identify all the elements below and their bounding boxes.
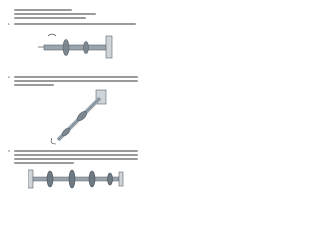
problem-2-text [14, 84, 54, 86]
shaft [33, 177, 119, 181]
gear [63, 40, 69, 56]
torque-arrow-icon [51, 138, 56, 144]
gear [47, 171, 53, 187]
wall-support [119, 172, 123, 186]
intro-line [14, 9, 72, 11]
wall-support [28, 170, 33, 188]
torque-arrow-icon [48, 34, 56, 36]
intro-line [14, 13, 96, 15]
problem-3-number: 3. [8, 149, 11, 153]
problem-2-text [14, 80, 138, 82]
gear [108, 173, 113, 185]
wall-support [106, 36, 112, 58]
problem-2-number: 2. [8, 75, 11, 79]
problem-1-number: 1. [8, 22, 11, 26]
shaft [44, 45, 106, 50]
intro-line [14, 17, 86, 19]
gear [61, 127, 72, 138]
problem-3-text [14, 162, 74, 164]
problem-2-figure [44, 88, 114, 148]
problem-1-figure [36, 27, 126, 67]
document-page [0, 0, 149, 198]
problem-3-text [14, 158, 138, 160]
problem-1-text [14, 23, 136, 25]
problem-3-figure [28, 166, 124, 192]
gear [69, 170, 75, 188]
problem-3-text [14, 150, 138, 152]
problem-3-text [14, 154, 138, 156]
problem-2-text [14, 76, 138, 78]
gear [89, 171, 95, 187]
gear [84, 42, 89, 54]
